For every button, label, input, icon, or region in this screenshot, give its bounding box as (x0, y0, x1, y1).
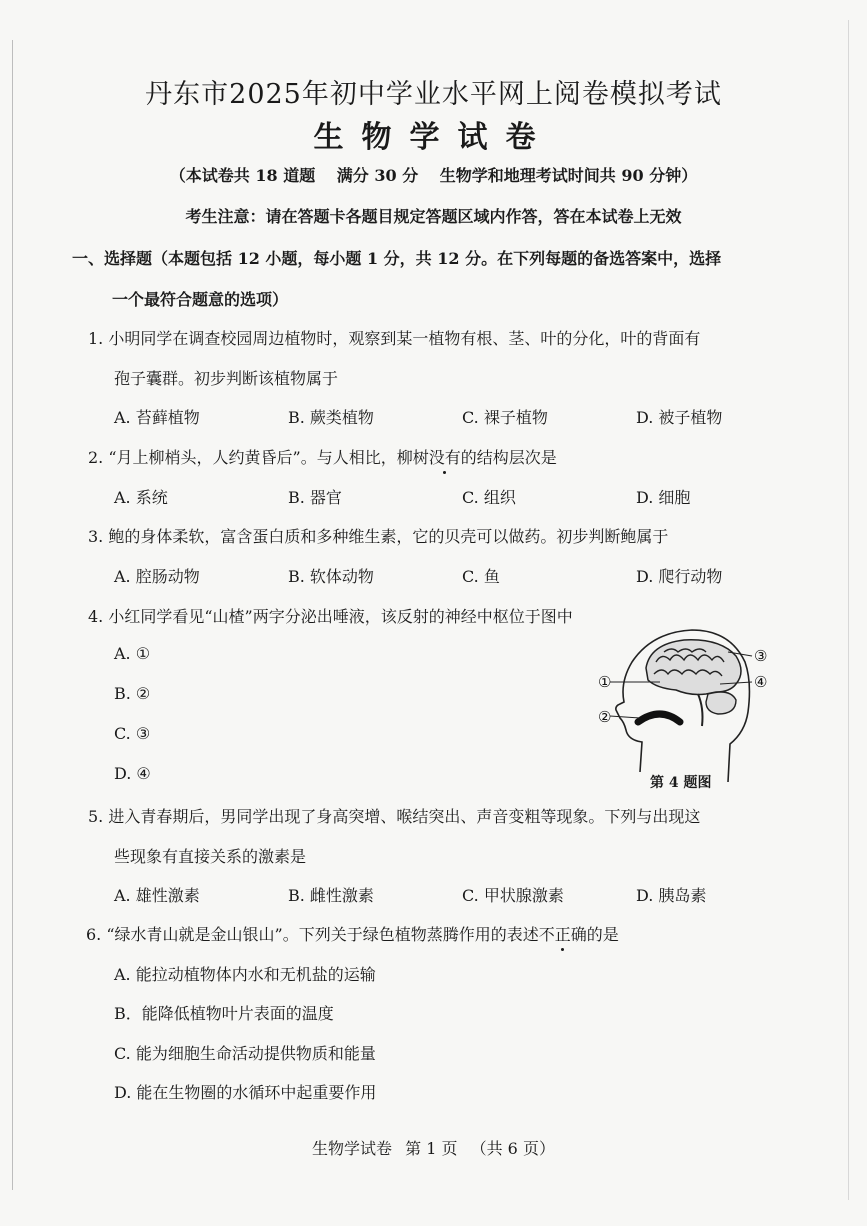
q6-option-a: A. 能拉动植物体内水和无机盐的运输 (114, 965, 376, 984)
q4-option-d: D. ④ (114, 764, 151, 783)
question-6 (86, 922, 619, 945)
q5-option-d: D. 胰岛素 (636, 886, 707, 905)
q5-option-b: B. 雌性激素 (288, 886, 374, 905)
page-footer (0, 1136, 867, 1159)
q3-option-a: A. 腔肠动物 (114, 567, 200, 586)
question-5-line2: 些现象有直接关系的激素是 (114, 847, 307, 866)
q1-option-d: D. 被子植物 (636, 408, 723, 427)
question-5-line1: 5. 进入青春期后，男同学出现了身高突增、喉结突出、声音变粗等现象。下列与出现这 (88, 807, 701, 826)
q2-option-a: A. 系统 (114, 488, 168, 507)
q4-option-c: C. ③ (114, 724, 151, 743)
q2-stem-before: 2. “月上柳梢头，人约黄昏后”。与人相比，柳树 (88, 448, 429, 467)
q2-option-d: D. 细胞 (636, 488, 691, 507)
q6-option-d: D. 能在生物圈的水循环中起重要作用 (114, 1083, 377, 1102)
info-score: 满分 30 分 (336, 166, 419, 185)
q6-stem-after: 的是 (586, 925, 619, 944)
brain-head-diagram (580, 622, 780, 792)
q3-option-c: C. 鱼 (462, 567, 500, 586)
q4-option-b: B. ② (114, 684, 151, 703)
q6-stem-before: 6. “绿水青山就是金山银山”。下列关于绿色植物蒸腾作用的表述 (86, 925, 539, 944)
figure-4-caption: 第 4 题图 (650, 775, 712, 791)
cerebellum-shape (706, 692, 736, 714)
question-1-line2: 孢子囊群。初步判断该植物属于 (114, 369, 339, 388)
info-count: （本试卷共 18 道题 (169, 166, 316, 185)
cerebrum-shape (646, 640, 741, 695)
q2-emphasis: 没有 (429, 445, 461, 468)
q5-option-a: A. 雄性激素 (114, 886, 200, 905)
section-heading-line1: 一、选择题（本题包括 12 小题，每小题 1 分，共 12 分。在下列每题的备选答案中，选择 (72, 249, 722, 268)
q2-stem-after: 的结构层次是 (460, 448, 557, 467)
q6-option-b: B．能降低植物叶片表面的温度 (114, 1004, 334, 1023)
exam-info (0, 163, 867, 186)
figure-label-4: ④ (754, 673, 768, 691)
q3-option-d: D. 爬行动物 (636, 567, 723, 586)
mouth-curve (638, 714, 680, 722)
scan-edge-right (848, 20, 849, 1200)
question-4-line1: 4. 小红同学看见“山楂”两字分泌出唾液，该反射的神经中枢位于图中 (88, 607, 573, 626)
figure-label-1: ① (598, 673, 612, 691)
q6-emphasis: 不正确 (539, 922, 587, 945)
q1-option-c: C. 裸子植物 (462, 408, 548, 427)
q1-option-b: B. 蕨类植物 (288, 408, 374, 427)
footer-page: 第 1 页 (405, 1139, 458, 1158)
question-1-line1: 1. 小明同学在调查校园周边植物时，观察到某一植物有根、茎、叶的分化，叶的背面有 (88, 329, 701, 348)
footer-subject: 生物学试卷 (312, 1139, 393, 1158)
q6-option-c: C. 能为细胞生命活动提供物质和能量 (114, 1044, 376, 1063)
footer-total: （共 6 页） (470, 1139, 555, 1158)
q2-option-b: B. 器官 (288, 488, 342, 507)
subject-title: 生物学试卷 (313, 120, 554, 155)
exam-title: 丹东市2025年初中学业水平网上阅卷模拟考试 (145, 79, 722, 110)
q4-option-a: A. ① (114, 644, 151, 663)
figure-label-2: ② (598, 708, 612, 726)
q1-option-a: A. 苔藓植物 (114, 408, 200, 427)
question-2 (88, 445, 557, 468)
section-heading-line2: 一个最符合题意的选项） (112, 290, 289, 309)
q2-option-c: C. 组织 (462, 488, 516, 507)
q3-option-b: B. 软体动物 (288, 567, 374, 586)
brainstem-shape (698, 694, 703, 726)
question-3-line1: 3. 鲍的身体柔软，富含蛋白质和多种维生素，它的贝壳可以做药。初步判断鲍属于 (88, 527, 669, 546)
q5-option-c: C. 甲状腺激素 (462, 886, 564, 905)
exam-notice: 考生注意：请在答题卡各题目规定答题区域内作答，答在本试卷上无效 (185, 207, 682, 226)
info-time: 生物学和地理考试时间共 90 分钟） (439, 166, 698, 185)
figure-label-3: ③ (754, 647, 768, 665)
